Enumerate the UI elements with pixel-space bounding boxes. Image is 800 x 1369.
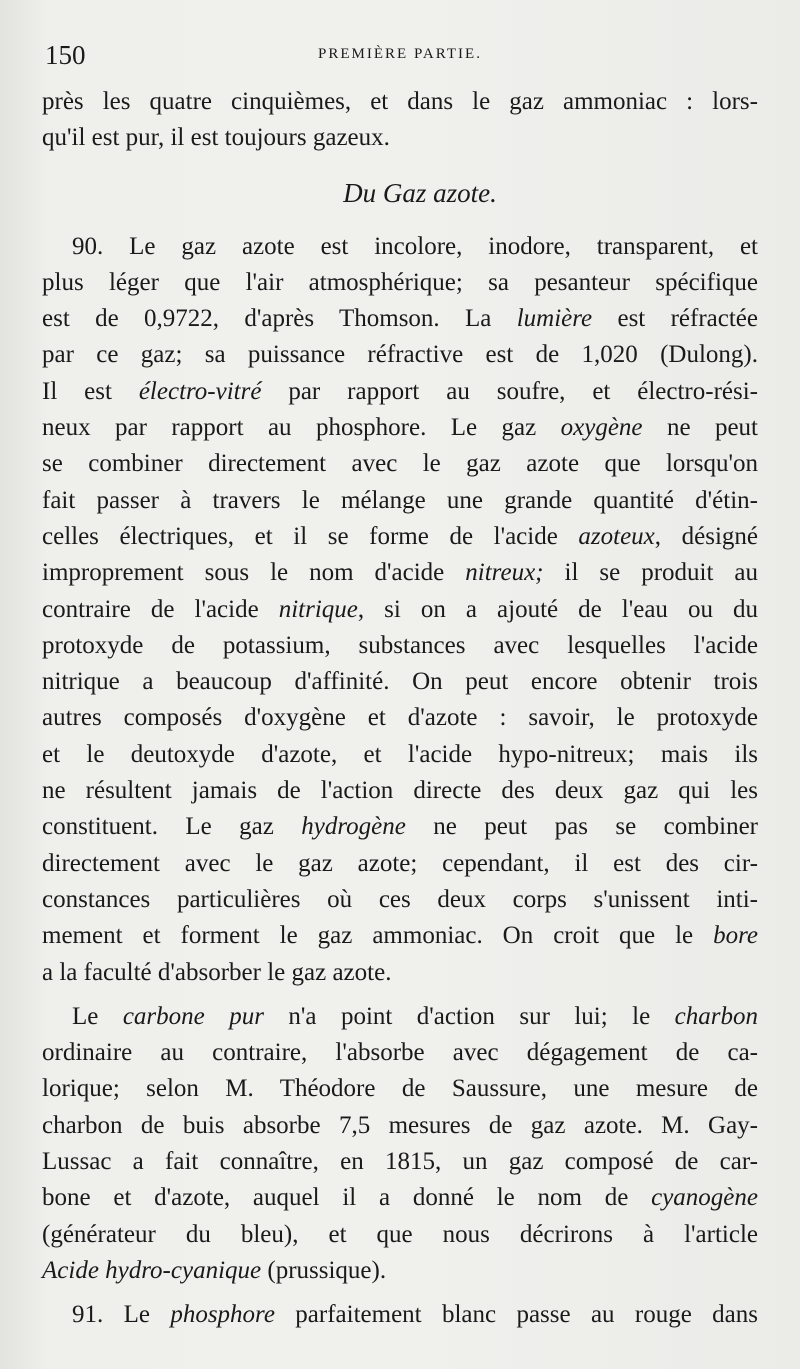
text-line: constituent. Le gaz hydrogène ne peut pas se combiner (42, 813, 759, 841)
section-heading: Du Gaz azote. (343, 177, 497, 208)
text-line: constances particulières où ces deux corps s'unissent inti- (42, 885, 758, 913)
text-line: plus léger que l'air atmosphérique; sa pesanteur spécifique (42, 268, 758, 296)
text-line: Le carbone pur n'a point d'action sur lui; le charbon (72, 1002, 758, 1030)
text-line: autres composés d'oxygène et d'azote : savoir, le protoxyde (42, 704, 758, 732)
text-line: bone et d'azote, auquel il a donné le nom de cyanogène (42, 1184, 758, 1212)
paragraph-gap (42, 991, 758, 999)
text-line: et le deutoxyde d'azote, et l'acide hypo-nitreux; mais ils (42, 740, 758, 768)
text-line: ne résultent jamais de l'action directe des deux gaz qui les (42, 777, 758, 805)
text-line: charbon de buis absorbe 7,5 mesures de gaz azote. M. Gay- (42, 1111, 758, 1139)
text-line: (générateur du bleu), et que nous décrirons à l'article (42, 1220, 758, 1248)
running-title: PREMIÈRE PARTIE. (318, 46, 482, 62)
text-line: 90. Le gaz azote est incolore, inodore, transparent, et (72, 232, 758, 260)
running-head (40, 40, 760, 70)
text-line: lorique; selon M. Théodore de Saussure, une mesure de (42, 1075, 758, 1103)
page-body (42, 84, 758, 1334)
text-line: nitrique a beaucoup d'affinité. On peut encore obtenir trois (42, 668, 758, 696)
text-line: improprement sous le nom d'acide nitreux; il se produit au (42, 559, 759, 587)
text-line: près les quatre cinquièmes, et dans le gaz ammoniac : lors- (42, 88, 758, 115)
page-number: 150 (45, 40, 86, 70)
text-line: contraire de l'acide nitrique, si on a ajouté de l'eau ou du (42, 595, 758, 623)
text-line: ordinaire au contraire, l'absorbe avec dégagement de ca- (42, 1039, 758, 1067)
text-line: neux par rapport au phosphore. Le gaz oxygène ne peut (42, 414, 758, 442)
text-line: mement et forment le gaz ammoniac. On croit que le bore (42, 922, 758, 950)
paragraph-gap (42, 1289, 758, 1297)
text-line: protoxyde de potassium, substances avec lesquelles l'acide (42, 631, 758, 659)
text-line: 91. Le phosphore parfaitement blanc passe au rouge dans (72, 1301, 758, 1329)
text-line: directement avec le gaz azote; cependant, il est des cir- (42, 849, 758, 877)
text-line: qu'il est pur, il est toujours gazeux. (42, 124, 390, 152)
text-line: fait passer à travers le mélange une grande quantité d'étin- (42, 486, 758, 514)
text-line: se combiner directement avec le gaz azote que lorsqu'on (42, 450, 758, 478)
text-line: par ce gaz; sa puissance réfractive est de 1,020 (Dulong). (42, 341, 758, 369)
text-line: Il est électro-vitré par rapport au soufre, et électro-rési- (42, 377, 759, 405)
text-line: Lussac a fait connaître, en 1815, un gaz composé de car- (42, 1148, 758, 1176)
text-line: celles électriques, et il se forme de l'acide azoteux, désigné (42, 522, 758, 550)
text-line: a la faculté d'absorber le gaz azote. (42, 958, 392, 986)
text-line: est de 0,9722, d'après Thomson. La lumière est réfractée (42, 305, 758, 333)
text-line: Acide hydro-cyanique (prussique). (42, 1256, 387, 1284)
